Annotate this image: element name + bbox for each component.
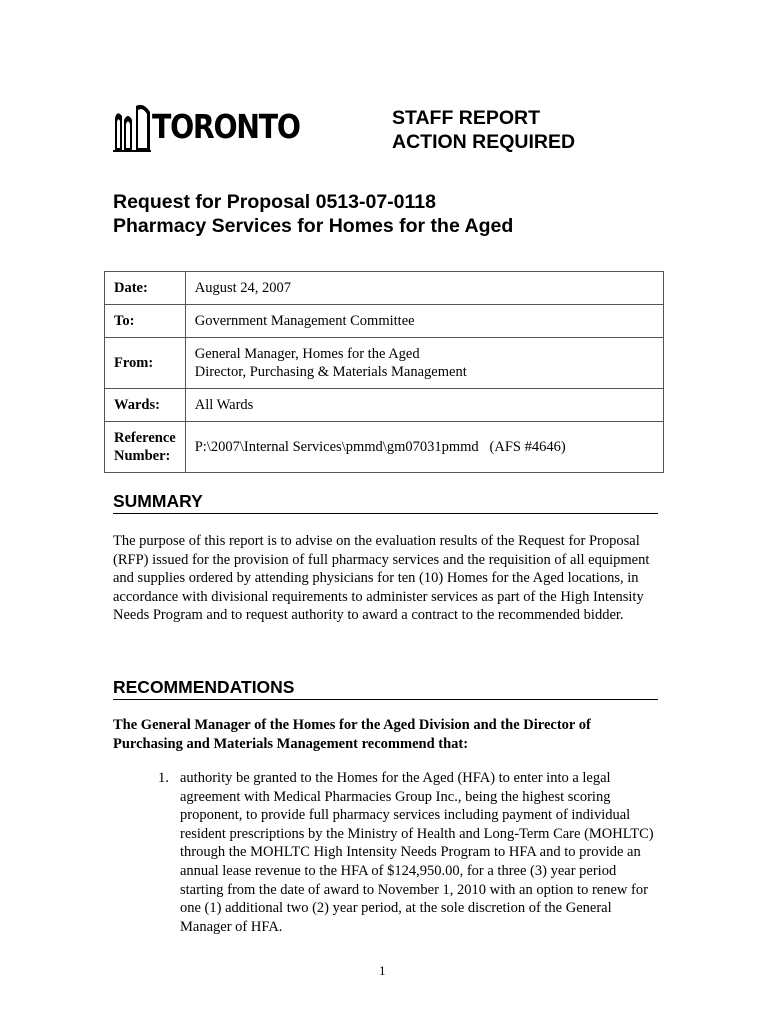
report-type-line-2: ACTION REQUIRED — [392, 131, 576, 153]
to-label: To: — [105, 305, 186, 338]
page-number: 1 — [379, 963, 386, 978]
wards-value: All Wards — [185, 389, 663, 422]
wards-label: Wards: — [105, 389, 186, 422]
summary-text: The purpose of this report is to advise on the evaluation results of the Request for Proposal (RFP) issued for the provision of full pharmacy services and the requisition of all equipment and supplies ordered by attending physicians for ten (10) Homes for the Aged locations, in accordance with divisional requirements to administer services as part of the High Intensity Needs Program and to request authority to award a contract to the recommended bidder. — [113, 533, 650, 624]
table-row — [105, 272, 664, 305]
from-value-line-1: General Manager, Homes for the Aged — [194, 346, 420, 362]
from-value-line-2: Director, Purchasing & Materials Management — [194, 364, 467, 380]
recommendation-number: 1. — [158, 770, 169, 786]
logo-wordmark: TORONTO — [152, 107, 300, 146]
report-type — [392, 106, 575, 154]
table-row — [105, 305, 664, 338]
recommendations-heading: RECOMMENDATIONS — [113, 677, 658, 700]
summary-heading: SUMMARY — [113, 491, 658, 514]
title-line-2: Pharmacy Services for Homes for the Aged — [113, 215, 514, 237]
table-row — [105, 422, 664, 473]
recommendations-lead: The General Manager of the Homes for the Aged Division and the Director of Purchasing and Materials Management recommend that: — [113, 717, 591, 752]
reference-label-line-2: Number: — [114, 448, 171, 464]
city-hall-logo-icon — [112, 100, 152, 154]
table-row — [105, 338, 664, 389]
reference-label-line-1: Reference — [114, 430, 176, 446]
reference-label — [105, 422, 186, 473]
date-value: August 24, 2007 — [185, 272, 663, 305]
recommendation-item — [158, 769, 658, 936]
reference-value: P:\2007\Internal Services\pmmd\gm07031pmmd (AFS #4646) — [185, 422, 663, 473]
report-metadata-table — [104, 271, 664, 473]
date-label: Date: — [105, 272, 186, 305]
from-value — [185, 338, 663, 389]
document-title — [113, 190, 513, 238]
report-type-line-1: STAFF REPORT — [392, 107, 541, 129]
from-label: From: — [105, 338, 186, 389]
table-row — [105, 389, 664, 422]
title-line-1: Request for Proposal 0513-07-0118 — [113, 191, 436, 213]
to-value: Government Management Committee — [185, 305, 663, 338]
toronto-logo — [112, 100, 300, 154]
recommendation-text: authority be granted to the Homes for the Aged (HFA) to enter into a legal agreement with Medical Pharmacies Group Inc., being the highest scoring proponent, to provide full pharmacy services including payment of individual resident prescriptions by the Ministry of Health and Long-Term Care (MOHLTC) through the MOHLTC High Intensity Needs Program to HFA and to provide an annual lease revenue to the HFA of $124,950.00, for a three (3) year period starting from the date of award to November 1, 2010 with an option to renew for one (1) additional two (2) year period, at the sole discretion of the General Manager of HFA. — [180, 770, 654, 935]
